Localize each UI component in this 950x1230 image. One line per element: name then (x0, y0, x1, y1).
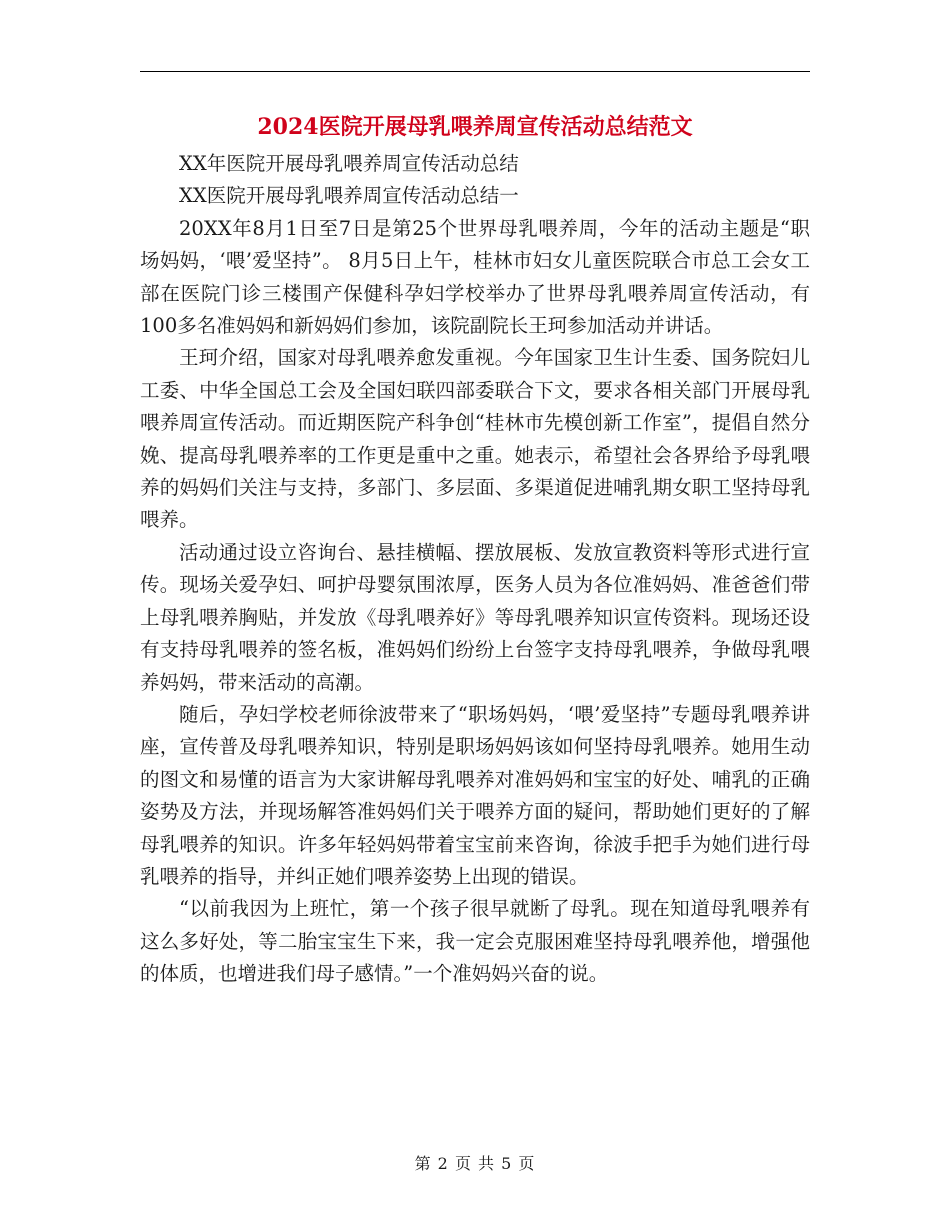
body-paragraph: 20XX年8月1日至7日是第25个世界母乳喂养周，今年的活动主题是“职场妈妈，‘喂’爱坚持”。 8月5日上午，桂林市妇女儿童医院联合市总工会女工部在医院门诊三楼围产保健科孕妇学校举办了世界母乳喂养周宣传活动，有100多名准妈妈和新妈妈们参加，该院副院长王珂参加活动并讲话。 (140, 216, 810, 338)
subtitle-line-1: XX年医院开展母乳喂养周宣传活动总结 (179, 152, 519, 175)
subtitle-line-2: XX医院开展母乳喂养周宣传活动总结一 (179, 184, 519, 208)
document-body (140, 148, 810, 991)
body-paragraph: 王珂介绍，国家对母乳喂养愈发重视。今年国家卫生计生委、国务院妇儿工委、中华全国总工会及全国妇联四部委联合下文，要求各相关部门开展母乳喂养周宣传活动。而近期医院产科争创“桂林市先模创新工作室”，提倡自然分娩、提高母乳喂养率的工作更是重中之重。她表示，希望社会各界给予母乳喂养的妈妈们关注与支持，多部门、多层面、多渠道促进哺乳期女职工坚持母乳喂养。 (140, 346, 810, 532)
body-paragraph: 随后，孕妇学校老师徐波带来了“职场妈妈，‘喂’爱坚持”专题母乳喂养讲座，宣传普及母乳喂养知识，特别是职场妈妈该如何坚持母乳喂养。她用生动的图文和易懂的语言为大家讲解母乳喂养对准妈妈和宝宝的好处、哺乳的正确姿势及方法，并现场解答准妈妈们关于喂养方面的疑问，帮助她们更好的了解母乳喂养的知识。许多年轻妈妈带着宝宝前来咨询，徐波手把手为她们进行母乳喂养的指导，并纠正她们喂养姿势上出现的错误。 (140, 702, 810, 888)
body-paragraph: “以前我因为上班忙，第一个孩子很早就断了母乳。现在知道母乳喂养有这么多好处，等二胎宝宝生下来，我一定会克服困难坚持母乳喂养他，增强他的体质，也增进我们母子感情。”一个准妈妈兴奋的说。 (140, 897, 810, 986)
page-number: 第 2 页 共 5 页 (414, 1154, 536, 1173)
header-rule (140, 71, 810, 72)
document-title: 2024医院开展母乳喂养周宣传活动总结范文 (257, 114, 693, 140)
body-paragraph: 活动通过设立咨询台、悬挂横幅、摆放展板、发放宣教资料等形式进行宣传。现场关爱孕妇、呵护母婴氛围浓厚，医务人员为各位准妈妈、准爸爸们带上母乳喂养胸贴，并发放《母乳喂养好》等母乳喂养知识宣传资料。现场还设有支持母乳喂养的签名板，准妈妈们纷纷上台签字支持母乳喂养，争做母乳喂养妈妈，带来活动的高潮。 (140, 540, 810, 694)
